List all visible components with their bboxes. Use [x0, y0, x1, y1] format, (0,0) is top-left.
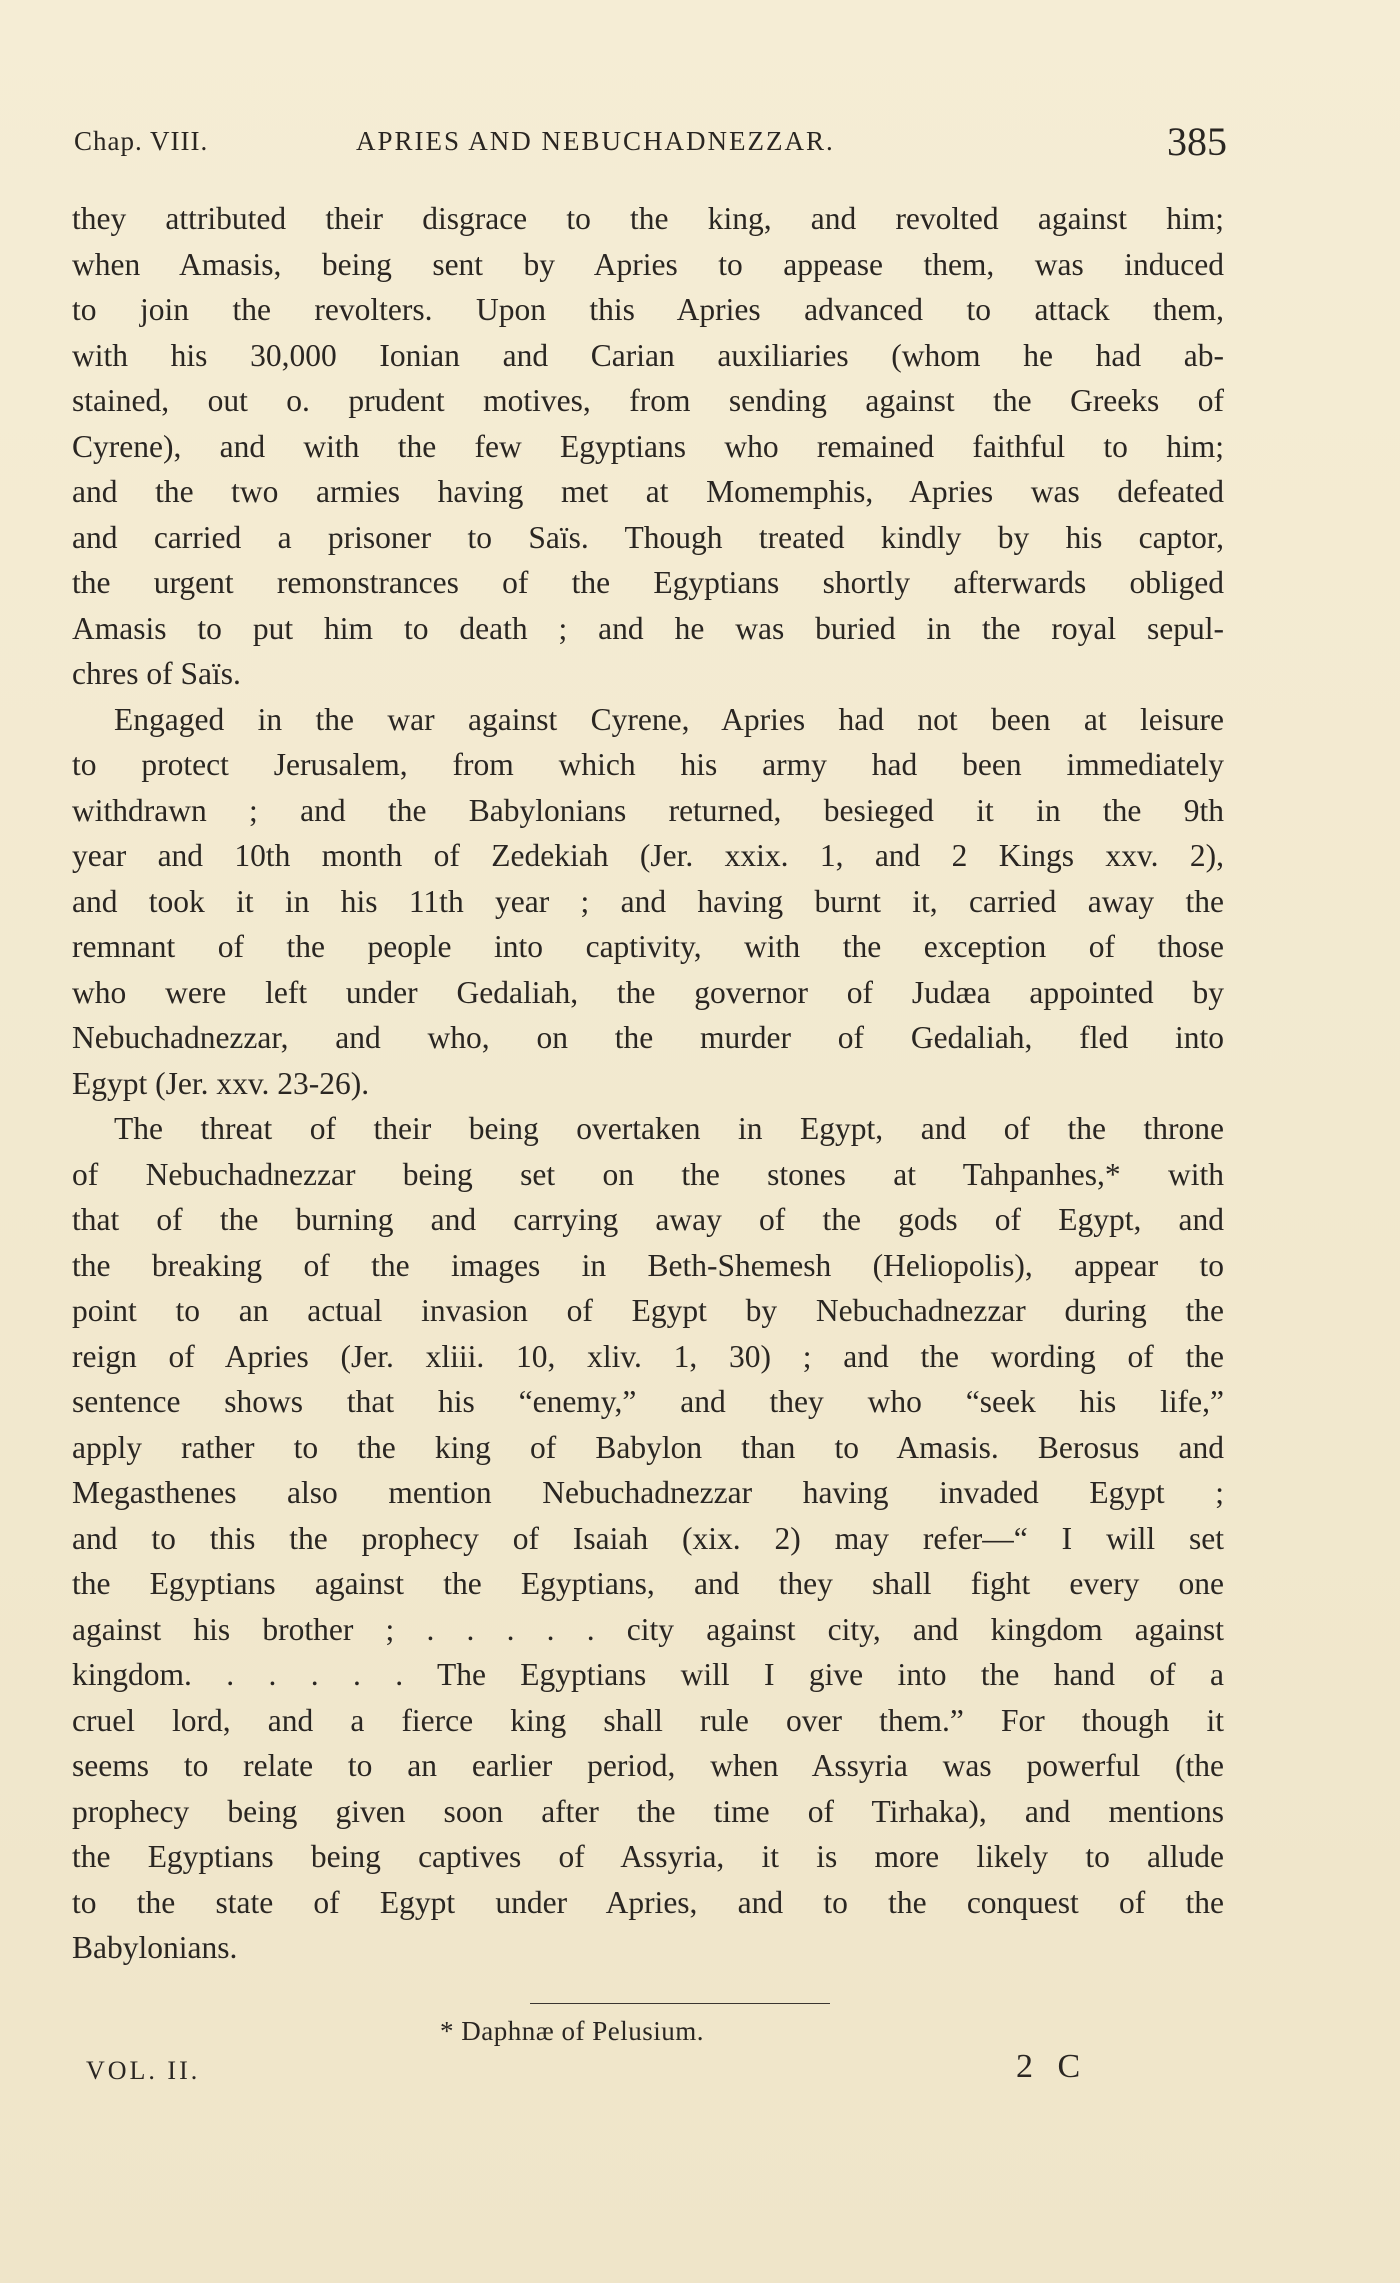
text-line: and carried a prisoner to Saïs. Though treated kindly by his captor,	[72, 519, 1224, 555]
text-line: and to this the prophecy of Isaiah (xix. 2) may refer—“ I will set	[72, 1520, 1224, 1556]
page-number: 385	[1167, 119, 1227, 164]
text-line: Megasthenes also mention Nebuchadnezzar having invaded Egypt ;	[72, 1475, 1224, 1510]
text-line: stained, out o. prudent motives, from sending against the Greeks of	[72, 383, 1224, 418]
volume-signature: VOL. II.	[86, 2056, 201, 2085]
text-line: Cyrene), and with the few Egyptians who remained faithful to him;	[72, 428, 1224, 464]
text-line: Engaged in the war against Cyrene, Apries had not been at leisure	[114, 701, 1224, 737]
text-line: withdrawn ; and the Babylonians returned, besieged it in the 9th	[72, 792, 1224, 828]
text-line: reign of Apries (Jer. xliii. 10, xliv. 1, 30) ; and the wording of the	[72, 1338, 1224, 1374]
text-line: year and 10th month of Zedekiah (Jer. xxix. 1, and 2 Kings xxv. 2),	[72, 838, 1224, 873]
text-line: The threat of their being overtaken in Egypt, and of the throne	[114, 1111, 1224, 1146]
text-line: with his 30,000 Ionian and Carian auxiliaries (whom he had ab-	[72, 337, 1224, 373]
text-line: chres of Saïs.	[72, 656, 241, 691]
text-line: Amasis to put him to death ; and he was buried in the royal sepul-	[72, 610, 1224, 646]
running-header	[70, 118, 1235, 168]
text-line: the urgent remonstrances of the Egyptians shortly afterwards obliged	[72, 565, 1224, 600]
text-line: Babylonians.	[72, 1930, 238, 1965]
chapter-label: Chap. VIII.	[74, 126, 209, 156]
text-line: remnant of the people into captivity, with the exception of those	[72, 929, 1224, 964]
text-line: and took it in his 11th year ; and having burnt it, carried away the	[72, 883, 1224, 919]
text-line: sentence shows that his “enemy,” and they who “seek his life,”	[72, 1384, 1224, 1419]
text-line: against his brother ; . . . . . city against city, and kingdom against	[72, 1611, 1224, 1647]
text-line: the breaking of the images in Beth-Shemesh (Heliopolis), appear to	[72, 1247, 1224, 1283]
running-title: APRIES AND NEBUCHADNEZZAR.	[356, 126, 835, 156]
text-line: when Amasis, being sent by Apries to appease them, was induced	[72, 246, 1224, 282]
text-line: cruel lord, and a fierce king shall rule over them.” For though it	[72, 1702, 1224, 1738]
text-line: apply rather to the king of Babylon than to Amasis. Berosus and	[72, 1429, 1224, 1465]
text-line: they attributed their disgrace to the king, and revolted against him;	[72, 201, 1224, 236]
text-line: of Nebuchadnezzar being set on the stones at Tahpanhes,* with	[72, 1156, 1224, 1192]
text-line: to the state of Egypt under Apries, and to the conquest of the	[72, 1884, 1224, 1920]
text-line: who were left under Gedaliah, the governor of Judæa appointed by	[72, 974, 1224, 1010]
text-line: to protect Jerusalem, from which his army had been immediately	[72, 747, 1224, 782]
text-line: seems to relate to an earlier period, when Assyria was powerful (the	[72, 1748, 1224, 1783]
signature-mark: 2 C	[1016, 2048, 1089, 2085]
text-line: the Egyptians being captives of Assyria, it is more likely to allude	[72, 1839, 1224, 1874]
text-line: to join the revolters. Upon this Apries advanced to attack them,	[72, 292, 1224, 327]
text-line: kingdom. . . . . . The Egyptians will I give into the hand of a	[72, 1657, 1224, 1692]
text-line: prophecy being given soon after the time of Tirhaka), and mentions	[72, 1793, 1224, 1829]
footnote-divider	[530, 2003, 830, 2004]
text-line: and the two armies having met at Momemphis, Apries was defeated	[72, 474, 1224, 509]
text-line: the Egyptians against the Egyptians, and they shall fight every one	[72, 1566, 1224, 1601]
text-line: Nebuchadnezzar, and who, on the murder of Gedaliah, fled into	[72, 1020, 1224, 1055]
text-line: that of the burning and carrying away of the gods of Egypt, and	[72, 1202, 1224, 1237]
body-text	[72, 196, 1224, 1971]
text-line: Egypt (Jer. xxv. 23-26).	[72, 1065, 370, 1101]
text-line: point to an actual invasion of Egypt by Nebuchadnezzar during the	[72, 1293, 1224, 1328]
footnote: * Daphnæ of Pelusium.	[440, 2016, 704, 2046]
